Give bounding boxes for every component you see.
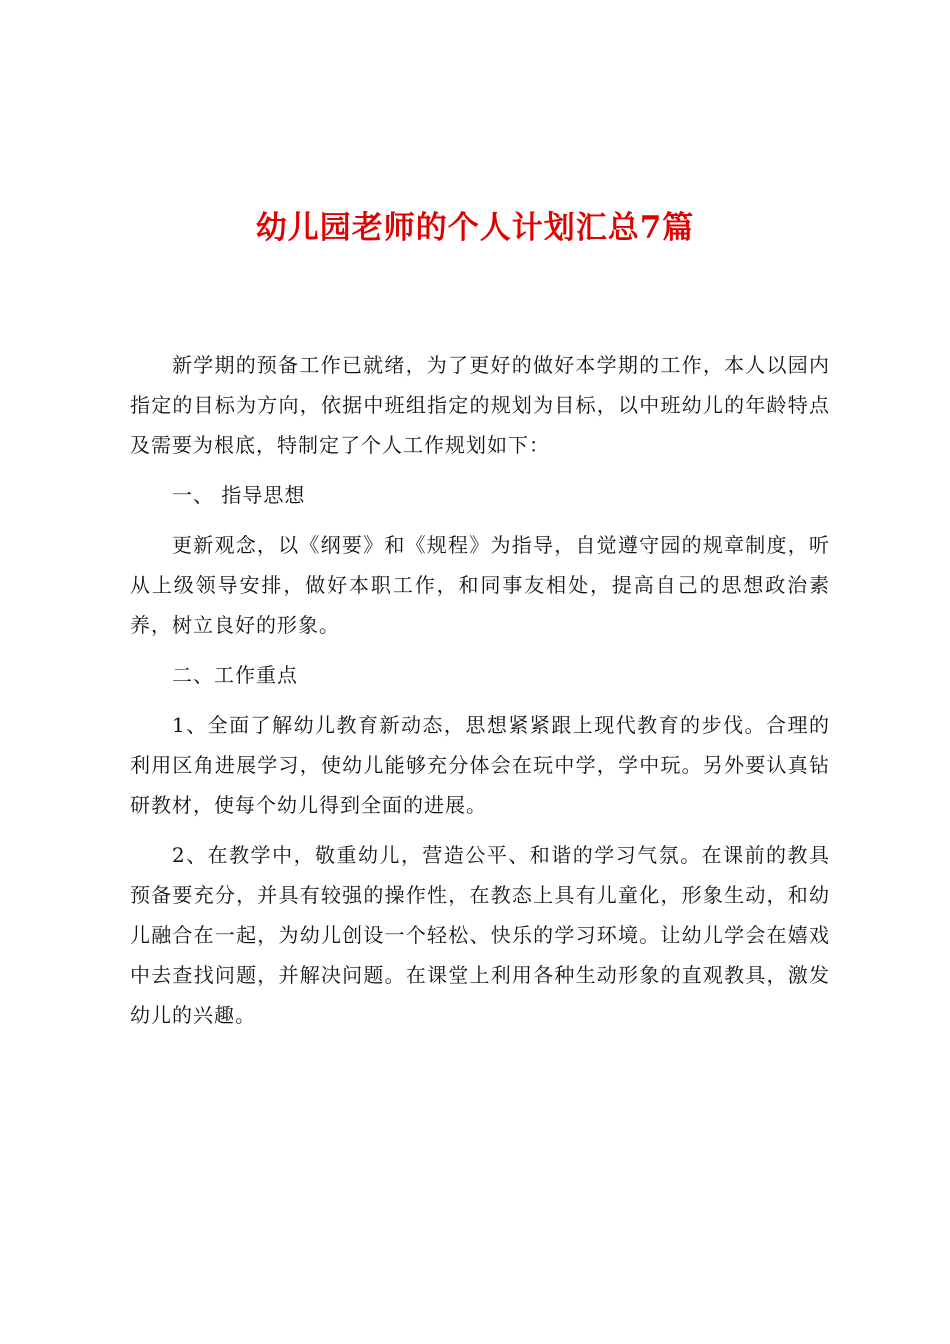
work-focus-item-1: 1、全面了解幼儿教育新动态，思想紧紧跟上现代教育的步伐。合理的利用区角进展学习，使幼儿能够充分体会在玩中学，学中玩。另外要认真钻研教材，使每个幼儿得到全面的进展。 bbox=[130, 713, 830, 817]
guiding-thought-paragraph: 更新观念，以《纲要》和《规程》为指导，自觉遵守园的规章制度，听从上级领导安排，做好本职工作，和同事友相处，提高自己的思想政治素养，树立良好的形象。 bbox=[130, 533, 830, 637]
section-heading-guiding-thought: 一、 指导思想 bbox=[172, 483, 306, 507]
section-heading-work-focus: 二、工作重点 bbox=[172, 663, 298, 687]
document-body bbox=[130, 345, 830, 1045]
document-title: 幼儿园老师的个人计划汇总7篇 bbox=[255, 210, 695, 246]
intro-paragraph: 新学期的预备工作已就绪，为了更好的做好本学期的工作，本人以园内指定的目标为方向，依据中班组指定的规划为目标，以中班幼儿的年龄特点及需要为根底，特制定了个人工作规划如下： bbox=[130, 353, 830, 457]
work-focus-item-2: 2、在教学中，敬重幼儿，营造公平、和谐的学习气氛。在课前的教具预备要充分，并具有较强的操作性，在教态上具有儿童化，形象生动，和幼儿融合在一起，为幼儿创设一个轻松、快乐的学习环境。让幼儿学会在嬉戏中去查找问题，并解决问题。在课堂上利用各种生动形象的直观教具，激发幼儿的兴趣。 bbox=[130, 843, 830, 1027]
